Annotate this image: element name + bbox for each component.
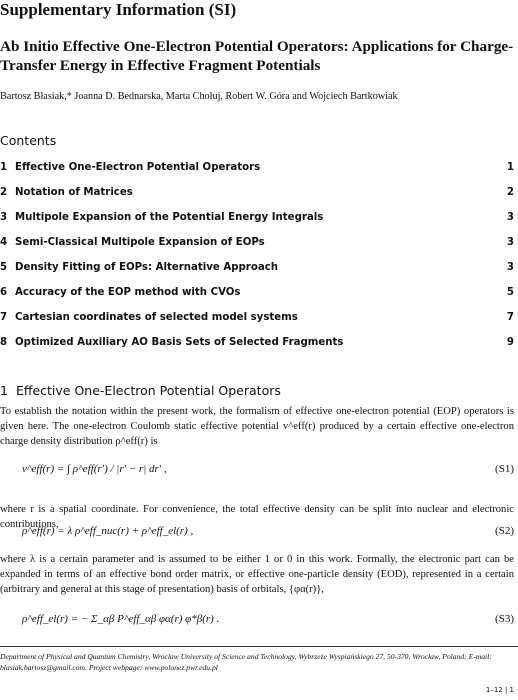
toc-entry-page[interactable]: 7 (506, 312, 514, 323)
toc-entry-number: 2 (0, 187, 8, 198)
affiliation-footnote: Department of Physical and Quantum Chemistry, Wroclaw University of Science and Technology, Wybrzeże Wyspiańskiego 27, 50-370, Wrocław, Poland; E-mail: blasiak.bartosz@gmail.com. Project webpage: www.polonez.pwr.edu.pl (0, 652, 492, 672)
toc-entry-number: 6 (0, 287, 8, 298)
toc-entry[interactable] (0, 208, 518, 228)
equation-expression: ρ^eff_el(r) = − Σ_αβ P^eff_αβ φα(r) φ*β(r) . (22, 613, 220, 625)
toc-entry[interactable] (0, 158, 518, 178)
body-paragraph: where λ is a certain parameter and is assumed to be either 1 or 0 in this work. Formally, the electronic part can be expanded in terms of an effective bond order matrix, or effective one-particle density (EOD), represented in a certain (arbitrary and general at this stage of presentation) basis of orbitals, {φα(r)}, (0, 554, 514, 595)
toc-entry-number: 3 (0, 212, 8, 223)
toc-entry-number: 4 (0, 237, 8, 248)
toc-entry-page[interactable]: 2 (506, 187, 514, 198)
toc-entry-page[interactable]: 5 (506, 287, 514, 298)
toc-entry-title[interactable]: Cartesian coordinates of selected model systems (15, 312, 298, 323)
toc-entry-title[interactable]: Accuracy of the EOP method with CVOs (15, 287, 241, 298)
toc-entry-number: 5 (0, 262, 8, 273)
section-number: 1 (0, 383, 8, 398)
section-title: Effective One-Electron Potential Operators (15, 383, 281, 398)
toc-entry-number: 8 (0, 337, 8, 348)
toc-entry[interactable] (0, 283, 518, 303)
toc-entry[interactable] (0, 183, 518, 203)
equation-label: (S3) (495, 613, 514, 625)
toc-entry-page[interactable]: 3 (506, 262, 514, 273)
page-number: 1–12 | 1 (485, 686, 514, 694)
toc-entry-title[interactable]: Optimized Auxiliary AO Basis Sets of Selected Fragments (15, 337, 344, 348)
toc-entry-title[interactable]: Effective One-Electron Potential Operators (15, 162, 261, 173)
toc-entry-page[interactable]: 3 (506, 212, 514, 223)
toc-entry-page[interactable]: 9 (506, 337, 514, 348)
toc-entry-number: 1 (0, 162, 8, 173)
equation-s1 (0, 456, 518, 486)
supplement-heading: Supplementary Information (SI) (0, 0, 237, 19)
equation-s2 (0, 522, 518, 542)
equation-label: (S1) (495, 463, 514, 475)
toc-entry-title[interactable]: Density Fitting of EOPs: Alternative Approach (15, 262, 278, 273)
toc-entry-page[interactable]: 3 (506, 237, 514, 248)
body-paragraph: To establish the notation within the present work, the formalism of effective one-electron potential (EOP) operators is given here. The one-electron Coulomb static effective potential v^eff(r) produced by a certain effective one-electron charge density distribution ρ^eff(r) is (0, 406, 514, 447)
author-list: Bartosz Błasiak,* Joanna D. Bednarska, Marta Chołuj, Robert W. Góra and Wojciech Bartkowiak (0, 91, 398, 102)
toc-entry[interactable] (0, 233, 518, 253)
toc-entry[interactable] (0, 308, 518, 328)
toc-entry[interactable] (0, 258, 518, 278)
section-heading (0, 383, 281, 398)
toc-entry-number: 7 (0, 312, 8, 323)
contents-heading: Contents (0, 133, 57, 148)
equation-expression: v^eff(r) = ∫ ρ^eff(r′) / |r′ − r| dr′ , (22, 463, 167, 475)
toc-entry-title[interactable]: Multipole Expansion of the Potential Energy Integrals (15, 212, 324, 223)
footnote-divider (0, 646, 518, 647)
toc-entry-page[interactable]: 1 (506, 162, 514, 173)
body-paragraph: where r is a spatial coordinate. For convenience, the total effective density can be split into nuclear and electronic contributions, (0, 504, 514, 530)
equation-expression: ρ^eff(r) = λ ρ^eff_nuc(r) + ρ^eff_el(r) , (22, 525, 194, 537)
equation-s3 (0, 609, 518, 633)
toc-entry-title[interactable]: Notation of Matrices (15, 187, 133, 198)
equation-label: (S2) (495, 525, 514, 537)
toc-entry[interactable] (0, 333, 518, 353)
paper-title: Ab Initio Effective One-Electron Potential Operators: Applications for Charge-Transfer Energy in Effective Fragment Potentials (0, 38, 514, 74)
toc-entry-title[interactable]: Semi-Classical Multipole Expansion of EOPs (15, 237, 265, 248)
